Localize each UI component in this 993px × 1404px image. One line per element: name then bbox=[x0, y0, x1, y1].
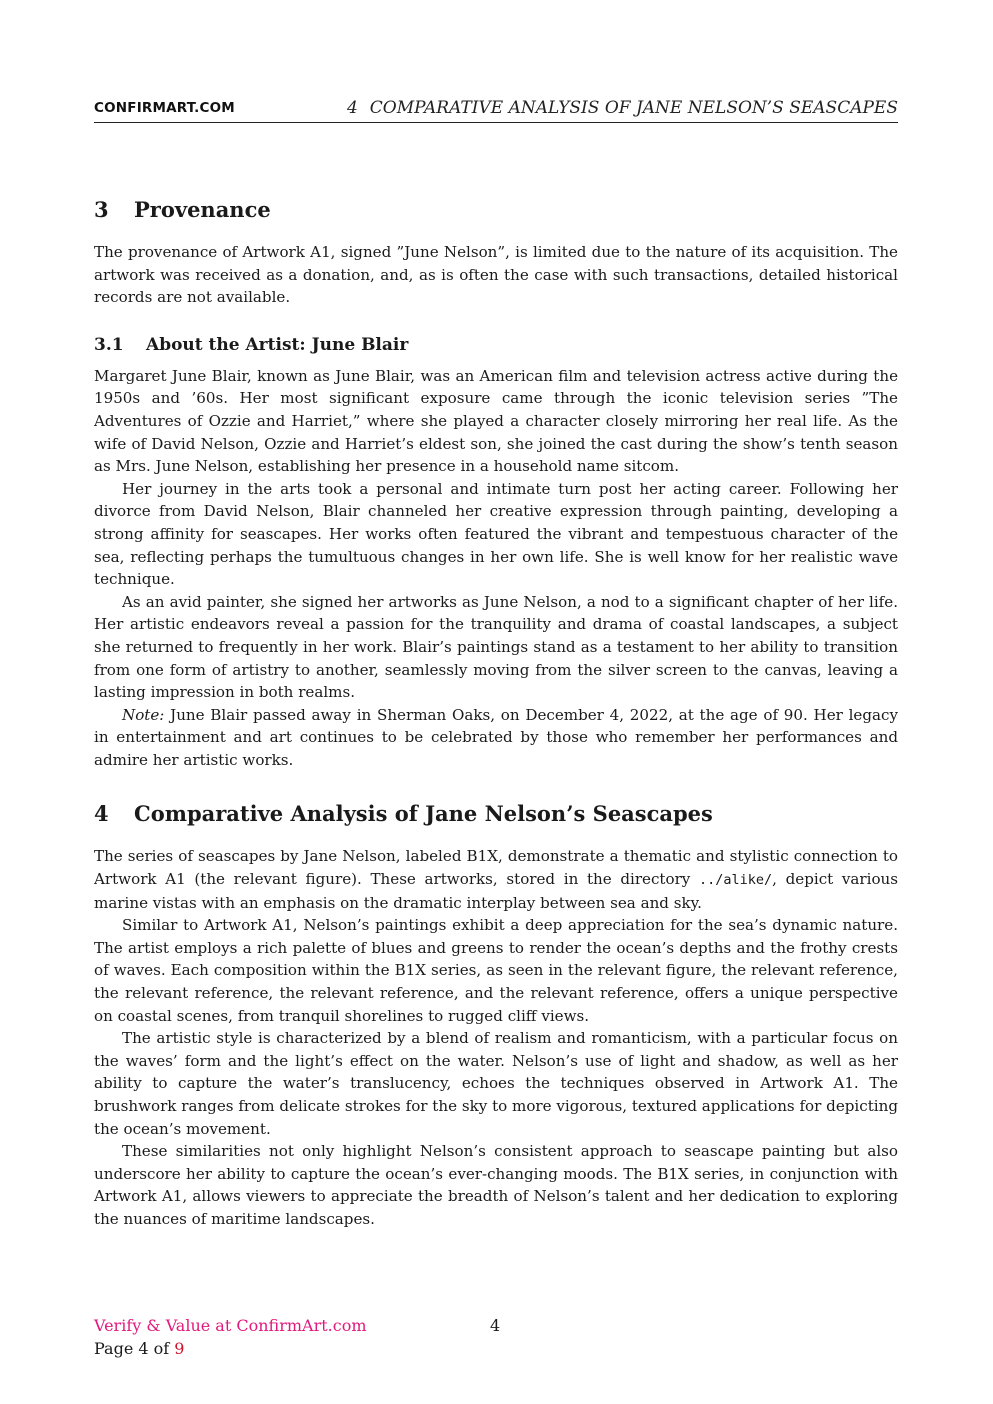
subsection-number: 3.1 bbox=[94, 334, 124, 355]
section-4-heading bbox=[94, 797, 898, 831]
analysis-text: , depict various marine vistas with an emphasis on the dramatic interplay between sea and sky. bbox=[94, 870, 899, 912]
section-title: Provenance bbox=[134, 197, 271, 222]
analysis-text: The series of seascapes by Jane Nelson, labeled B1X, demonstrate a thematic and stylistic connection to Artwork A1 (the relevant figure). These artworks, stored in the directory bbox=[94, 847, 898, 889]
running-section-number: 4 bbox=[346, 98, 358, 118]
page-counter-prefix: Page 4 of bbox=[94, 1339, 175, 1358]
page-counter bbox=[94, 1339, 184, 1358]
section-title: Comparative Analysis of Jane Nelson’s Seascapes bbox=[134, 801, 713, 827]
verify-value-link[interactable]: Verify & Value at ConfirmArt.com bbox=[94, 1316, 367, 1335]
section-number: 4 bbox=[94, 801, 109, 827]
artist-paragraph-3: As an avid painter, she signed her artworks as June Nelson, a nod to a significant chapter of her life. Her artistic endeavors reveal a passion for the tranquility and drama of coastal landscapes, a subject she returned to frequently in her work. Blair’s paintings stand as a testament to her ability to transition from one form of artistry to another, seamlessly moving from the silver screen to the canvas, leaving a lasting impression in both realms. bbox=[94, 592, 898, 702]
confirmart-logo: CONFIRMART.COM bbox=[94, 100, 235, 116]
page-header bbox=[94, 98, 898, 123]
running-title bbox=[347, 98, 898, 118]
note-label: Note: bbox=[122, 705, 165, 724]
analysis-paragraph-3: The artistic style is characterized by a blend of realism and romanticism, with a particular focus on the waves’ form and the light’s effect on the water. Nelson’s use of light and shadow, as well as her ability to capture the water’s translucency, echoes the techniques observed in Artwork A1. The brushwork ranges from delicate strokes for the sky to more vigorous, textured applications for depicting the ocean’s movement. bbox=[94, 1029, 898, 1138]
artist-paragraph-1: Margaret June Blair, known as June Blair, was an American film and television actress active during the 1950s and ’60s. Her most significant exposure came through the iconic television series ”The Adventures of Ozzie and Harriet,” where she played a character closely mirroring her real life. As the wife of David Nelson, Ozzie and Harriet’s eldest son, she joined the cast during the show’s tenth season as Mrs. June Nelson, establishing her presence in a household name sitcom. bbox=[94, 366, 898, 476]
provenance-paragraph: The provenance of Artwork A1, signed ”June Nelson”, is limited due to the nature of its acquisition. The artwork was received as a donation, and, as is often the case with such transactions, detailed historical records are not available. bbox=[94, 243, 898, 307]
page-content bbox=[94, 193, 898, 1231]
note-text: June Blair passed away in Sherman Oaks, on December 4, 2022, at the age of 90. Her legacy in entertainment and art continues to be celebrated by those who remember her performances and admire her artistic works. bbox=[94, 705, 898, 769]
directory-path: ../alike/ bbox=[699, 872, 773, 889]
analysis-paragraph-1 bbox=[94, 845, 898, 914]
analysis-paragraph-2: Similar to Artwork A1, Nelson’s paintings exhibit a deep appreciation for the sea’s dynamic nature. The artist employs a rich palette of blues and greens to render the ocean’s depths and the frothy crests of waves. Each composition within the B1X series, as seen in the relevant figure, the relevant reference, the relevant reference, the relevant reference, and the relevant reference, offers a unique perspective on coastal scenes, from tranquil shorelines to rugged cliff views. bbox=[94, 916, 898, 1025]
section-3-1-heading bbox=[94, 331, 898, 359]
artist-note-paragraph bbox=[94, 704, 898, 772]
running-section-title: COMPARATIVE ANALYSIS OF JANE NELSON’S SEASCAPES bbox=[369, 98, 898, 118]
section-number: 3 bbox=[94, 197, 109, 222]
section-3-heading bbox=[94, 193, 898, 227]
page-total[interactable]: 9 bbox=[174, 1339, 185, 1358]
page-number: 4 bbox=[490, 1316, 501, 1335]
subsection-title: About the Artist: June Blair bbox=[146, 334, 409, 355]
artist-paragraph-2: Her journey in the arts took a personal and intimate turn post her acting career. Following her divorce from David Nelson, Blair channeled her creative expression through painting, developing a strong affinity for seascapes. Her works often featured the vibrant and tempestuous character of the sea, reflecting perhaps the tumultuous changes in her own life. She is well know for her realistic wave technique. bbox=[94, 479, 898, 589]
analysis-paragraph-4: These similarities not only highlight Nelson’s consistent approach to seascape painting but also underscore her ability to capture the ocean’s ever-changing moods. The B1X series, in conjunction with Artwork A1, allows viewers to appreciate the breadth of Nelson’s talent and her dedication to exploring the nuances of maritime landscapes. bbox=[94, 1142, 898, 1228]
